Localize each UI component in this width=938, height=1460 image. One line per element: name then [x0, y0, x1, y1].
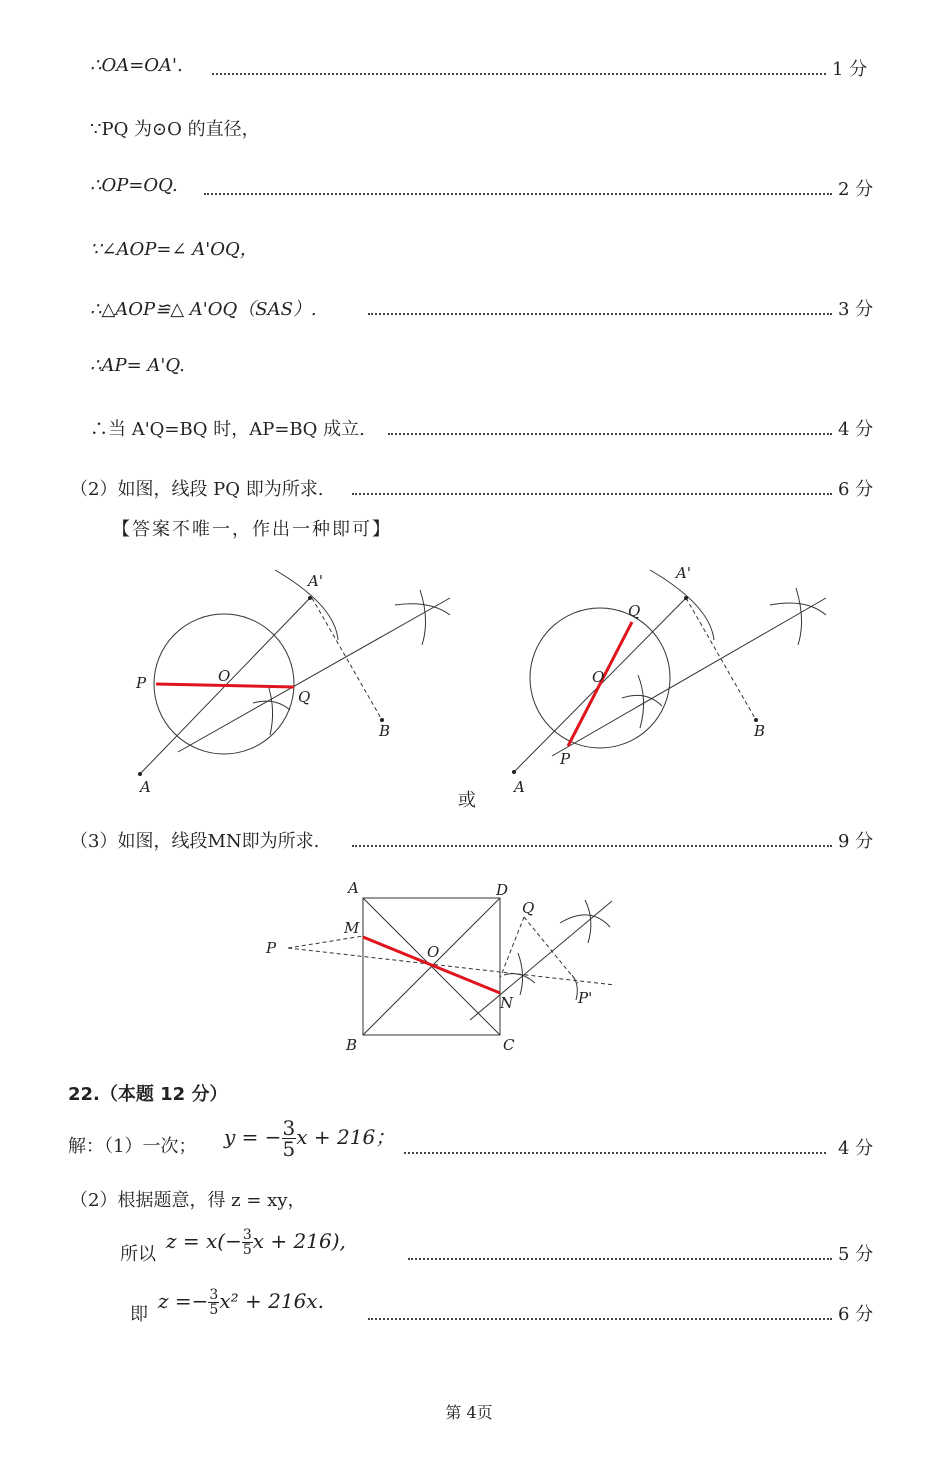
eq2-left: z = x(−	[166, 1229, 242, 1253]
dotted-leader	[388, 431, 832, 435]
dotted-leader	[352, 491, 832, 495]
dashed-a-prime-b	[686, 598, 756, 720]
point-a-prime	[684, 596, 688, 600]
label-b: B	[754, 722, 766, 740]
so-label: 所以	[120, 1244, 156, 1265]
score-5: 5 分	[838, 1244, 874, 1265]
arc-cross-4	[638, 675, 644, 728]
figure-2	[500, 560, 840, 800]
label-d: D	[496, 881, 509, 899]
dotted-leader	[368, 1316, 832, 1320]
eq2-right: x + 216),	[252, 1229, 346, 1253]
proof-line-5: ∴△AOP≌△ A'OQ（SAS）.	[90, 299, 317, 320]
label-a: A	[140, 778, 151, 796]
q22-eq2	[166, 1228, 346, 1257]
denominator: 5	[242, 1242, 252, 1258]
score-2: 2 分	[838, 179, 874, 200]
page-number: 第 4页	[445, 1403, 493, 1422]
label-o: O	[218, 667, 231, 685]
dotted-leader	[404, 1150, 826, 1154]
arc-cross-4	[268, 685, 273, 735]
figure-1	[120, 560, 460, 800]
label-b: B	[346, 1036, 358, 1054]
dotted-leader	[212, 71, 826, 75]
eq3-left: z =−	[158, 1289, 209, 1313]
dashed-q-n	[500, 917, 524, 978]
dashed-a-prime-b	[312, 598, 382, 720]
point-a	[512, 770, 516, 774]
point-a-prime	[308, 596, 312, 600]
label-o: O	[592, 668, 605, 686]
fraction	[242, 1228, 253, 1257]
label-q: Q	[522, 899, 535, 917]
numerator: 3	[209, 1287, 219, 1303]
answer-hint: 【答案不唯一，作出一种即可】	[112, 519, 392, 540]
part-3-text: （3）如图，线段MN即为所求.	[70, 831, 320, 852]
fraction	[282, 1118, 297, 1159]
score-4: 4 分	[838, 419, 874, 440]
label-p-prime: P'	[578, 989, 593, 1007]
label-m: M	[344, 919, 360, 937]
denominator: 5	[282, 1137, 296, 1161]
label-c: C	[503, 1036, 515, 1054]
dotted-leader	[352, 843, 832, 847]
arc-cross-2	[796, 588, 802, 645]
score-4b: 4 分	[838, 1138, 874, 1159]
proof-line-6: ∴AP= A'Q.	[90, 355, 185, 376]
proof-line-4: ∵∠AOP=∠ A'OQ，	[90, 239, 258, 260]
label-a: A	[514, 778, 525, 796]
denominator: 5	[209, 1302, 219, 1318]
or-label: 或	[458, 790, 476, 811]
label-q: Q	[298, 688, 311, 706]
q22-part2-text: （2）根据题意，得 z = xy，	[70, 1190, 306, 1211]
fraction	[208, 1288, 219, 1317]
dashed-q-p-prime	[524, 917, 578, 983]
figure-3	[260, 875, 630, 1060]
score-6: 6 分	[838, 479, 874, 500]
ji-label: 即	[130, 1304, 148, 1325]
dashed-p-m	[288, 936, 363, 948]
point-a	[138, 772, 142, 776]
proof-line-7: ∴当 A'Q=BQ 时，AP=BQ 成立.	[90, 419, 365, 440]
arc-p-prime	[572, 975, 577, 1000]
label-a: A	[348, 879, 359, 897]
dashed-p-p-prime	[288, 948, 615, 985]
q22-eq1	[224, 1118, 395, 1159]
arc-cross-1	[560, 915, 610, 927]
score-6b: 6 分	[838, 1304, 874, 1325]
arc-cross-1	[770, 603, 826, 615]
dotted-leader	[204, 191, 832, 195]
label-n: N	[500, 994, 514, 1012]
eq1-left: y = −	[224, 1125, 282, 1149]
part-2-text: （2）如图，线段 PQ 即为所求.	[70, 479, 324, 500]
numerator: 3	[282, 1116, 296, 1140]
label-p: P	[266, 939, 277, 957]
eq3-right: x² + 216x.	[219, 1289, 324, 1313]
arc-cross-2	[420, 590, 426, 645]
label-o: O	[427, 943, 440, 961]
eq1-right: x + 216；	[296, 1125, 396, 1149]
q22-eq3	[158, 1288, 324, 1317]
label-b: B	[379, 722, 391, 740]
q22-part1-label: 解：（1）一次；	[68, 1136, 197, 1157]
score-1: 1 分	[832, 59, 868, 80]
question-22-title: 22.（本题 12 分）	[68, 1084, 228, 1105]
score-3: 3 分	[838, 299, 874, 320]
label-p: P	[136, 674, 147, 692]
proof-line-2: ∵PQ 为⊙O 的直径，	[90, 119, 260, 140]
label-q: Q	[628, 602, 641, 620]
label-a-prime: A'	[676, 564, 691, 582]
dotted-leader	[408, 1256, 832, 1260]
dotted-leader	[368, 311, 832, 315]
label-p: P	[560, 750, 571, 768]
proof-line-3: ∴OP=OQ.	[90, 175, 178, 196]
proof-line-1: ∴OA=OA'.	[90, 55, 183, 76]
score-9: 9 分	[838, 831, 874, 852]
label-a-prime: A'	[308, 572, 323, 590]
numerator: 3	[242, 1227, 252, 1243]
arc-a-prime	[275, 570, 338, 640]
